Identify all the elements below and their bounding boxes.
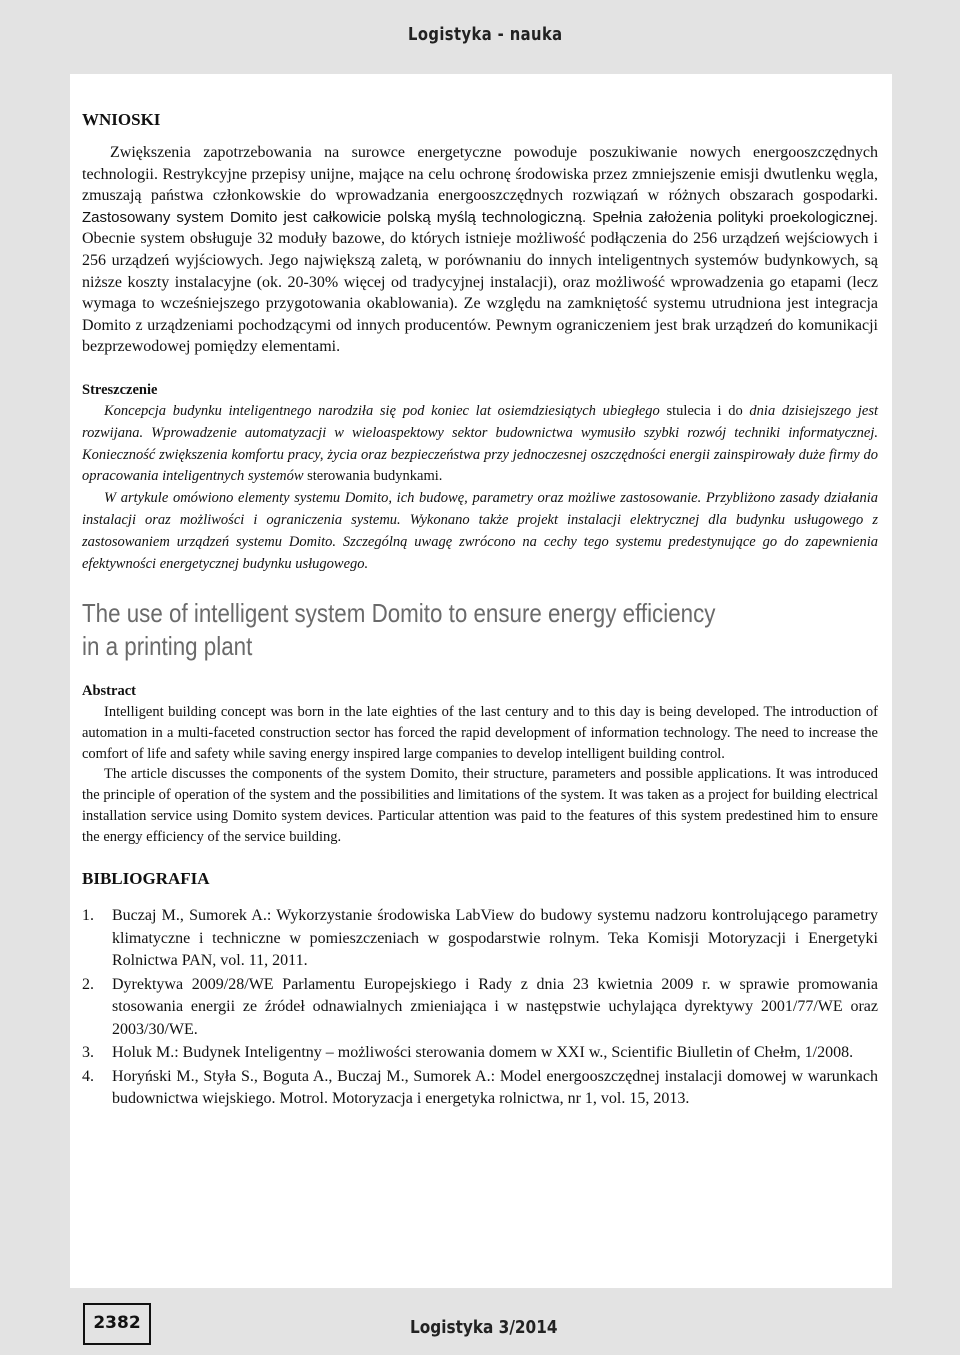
abstract-paragraph-1: Intelligent building concept was born in the late eighties of the last century and to this day is being developed. The introduction of automation in a multi-faceted construction sector has forced the rapid development of information technology. The need to increase the comfort of life and safety while saving energy inspired large companies to develop intelligent building control. <box>82 704 878 762</box>
journal-footer: Logistyka 3/2014 <box>410 1317 558 1338</box>
abstract-heading: Abstract <box>82 683 136 700</box>
streszczenie-p1-normal: stulecia i do <box>659 402 743 419</box>
page-sheet <box>70 74 892 1288</box>
conclusions-part1: Zwiększenia zapotrzebowania na surowce energetyczne powoduje poszukiwanie nowych energooszczędnych technologii. Restrykcyjne przepisy unijne, mające na celu ochronę środowiska przez zmniejszenie emisji dwutlenku węgla, zmuszają państwa członkowskie do wprowadzania energooszczędnych rozwiązań w różnych obszarach gospodarki. <box>82 144 878 205</box>
page-number: 2382 <box>93 1313 141 1333</box>
bibliography-list <box>82 905 878 1111</box>
conclusions-heading: WNIOSKI <box>82 110 161 129</box>
bibliography-heading: BIBLIOGRAFIA <box>82 869 210 889</box>
english-title <box>82 597 856 663</box>
bibliography-item-text: Horyński M., Styła S., Boguta A., Buczaj M., Sumorek A.: Model energooszczędnej instalacji domowej w warunkach budownictwa wiejskiego. Motrol. Motoryzacja i energetyka rolnictwa, nr 1, vol. 15, 2013. <box>112 1067 878 1108</box>
streszczenie-p1-tail: sterowania budynkami. <box>303 468 443 485</box>
bibliography-item-number: 4. <box>82 1067 94 1085</box>
bibliography-item <box>82 974 878 1042</box>
page-number-box <box>83 1303 151 1345</box>
streszczenie-p1-rest: dnia dzisiejszego jest rozwijana. Wprowadzenie automatyzacji w wieloaspektowy sektor budownictwa wymusiło szybki rozwój techniki informatycznej. Konieczność zwiększenia komfortu pracy, życia oraz bezpieczeństwa przy jednoczesnej oszczędności energii zainspirowały duże firmy do opracowania inteligentnych systemów <box>82 402 878 485</box>
abstract-paragraph-2: The article discusses the components of the system Domito, their structure, parameters and possible applications. It was introduced the principle of operation of the system and the possibilities and limitations of the system. It was taken as a project for building electrical installation service using Domito system devices. Particular attention was paid to the features of this system predestined him to ensure the energy efficiency of the service building. <box>82 766 878 845</box>
bibliography-item-text: Buczaj M., Sumorek A.: Wykorzystanie środowiska LabView do budowy systemu nadzoru kontrolującego parametry klimatyczne i techniczne w pomieszczeniach w gospodarstwie rolnym. Teka Komisji Motoryzacji i Energetyki Rolnictwa PAN, vol. 11, 2011. <box>112 907 878 970</box>
streszczenie-p1-italic: Koncepcja budynku inteligentnego narodziła się pod koniec lat osiemdziesiątych ubiegłego <box>104 402 660 419</box>
english-title-line-1: The use of intelligent system Domito to ensure energy efficiency <box>82 598 716 629</box>
streszczenie-heading: Streszczenie <box>82 381 158 398</box>
bibliography-item-number: 2. <box>82 975 94 993</box>
conclusions-paragraph <box>82 142 878 358</box>
bibliography-item <box>82 1066 878 1111</box>
bibliography-item-text: Holuk M.: Budynek Inteligentny – możliwości sterowania domem w XXI w., Scientific Biulletin of Chełm, 1/2008. <box>112 1044 854 1062</box>
conclusions-part2: Zastosowany system Domito jest całkowicie polską myślą technologiczną. Spełnia założenia polityki proekologicznej. <box>82 208 878 226</box>
page-content <box>82 110 878 1112</box>
page-header <box>0 0 960 70</box>
bibliography-item-text: Dyrektywa 2009/28/WE Parlamentu Europejskiego i Rady z dnia 23 kwietnia 2009 r. w sprawie promowania stosowania energii ze źródeł odnawialnych zmieniająca i w następstwie uchylająca dyrektywy 2001/77/WE oraz 2003/30/WE. <box>112 975 878 1038</box>
header-title: Logistyka - nauka <box>408 24 563 45</box>
streszczenie-paragraph-1 <box>82 401 878 488</box>
bibliography-item-number: 1. <box>82 907 94 925</box>
streszczenie-paragraph-2: W artykule omówiono elementy systemu Domito, ich budowę, parametry oraz możliwe zastosowanie. Przybliżono zasady działania instalacji oraz możliwości i ograniczenia systemu. Wykonano także projekt instalacji elektrycznej dla budynku usługowego z zastosowaniem urządzeń systemu Domito. Szczególną uwagę zwrócono na cechy tego systemu predestynujące go do zapewnienia efektywności energetycznej budynku usługowego. <box>82 490 878 572</box>
conclusions-part3: Obecnie system obsługuje 32 moduły bazowe, do których istnieje możliwość podłączenia do 256 urządzeń wejściowych i 256 urządzeń wyjściowych. Jego największą zaletą, w porównaniu do innych inteligentnych systemów budynkowych, są niższe koszty instalacyjne (ok. 20-30% więcej od tradycyjnej instalacji), oraz możliwość wprowadzenia go etapami (lecz wymaga to wcześniejszego przygotowania okablowania). Ze względu na zamkniętość systemu utrudniona jest integracja Domito z urządzeniami pochodzącymi od innych producentów. Pewnym ograniczeniem jest brak urządzeń do komunikacji bezprzewodowej pomiędzy elementami. <box>82 230 878 356</box>
bibliography-item <box>82 905 878 973</box>
bibliography-item <box>82 1042 878 1065</box>
english-title-line-2: in a printing plant <box>82 631 253 662</box>
bibliography-item-number: 3. <box>82 1044 94 1062</box>
